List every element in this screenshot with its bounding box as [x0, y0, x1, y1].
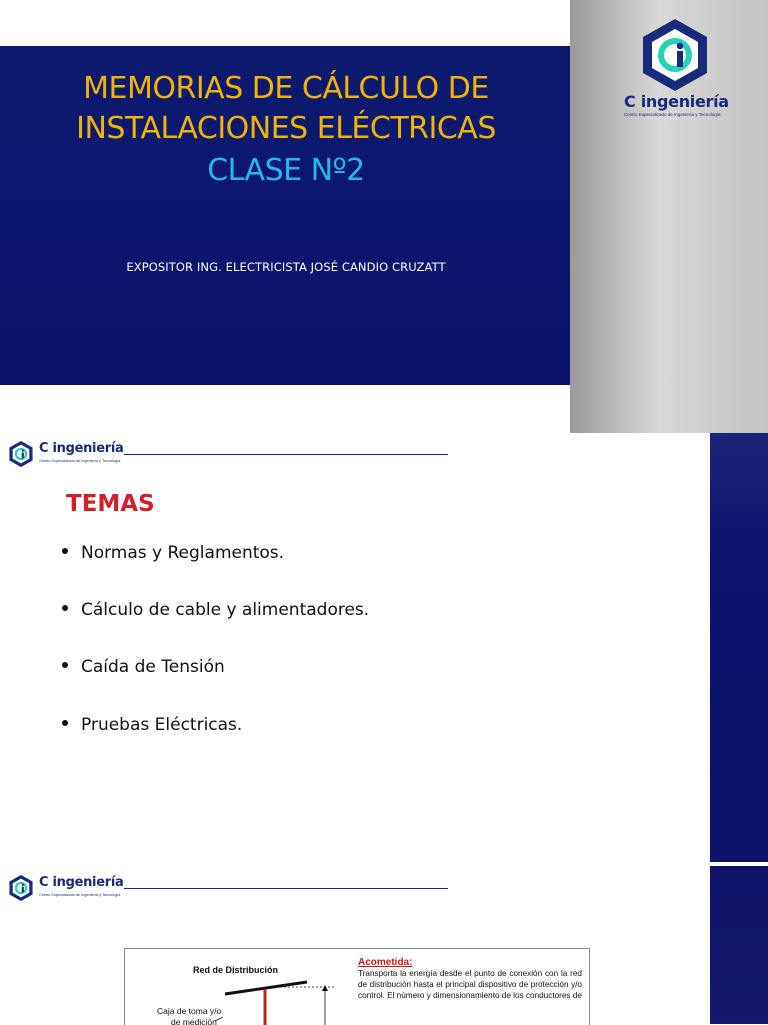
distribution-network-label: Red de Distribución: [193, 965, 279, 975]
brand-name: C ingeniería: [39, 875, 124, 890]
slide-title-line-1: MEMORIAS DE CÁLCULO DE: [83, 71, 489, 106]
brand-name: C ingeniería: [39, 441, 124, 456]
brand-name: C ingeniería: [624, 92, 729, 111]
bullet-icon: [62, 548, 68, 554]
c-ingenieria-logo-icon: [8, 440, 34, 468]
side-blue-strip: [710, 433, 768, 1024]
slide-class-number: CLASE Nº2: [207, 153, 365, 188]
brand-tagline: Centro Especializado de Ingeniería y Tecnología: [39, 459, 121, 463]
slide-header: [8, 874, 458, 908]
topic-label: Pruebas Eléctricas.: [81, 715, 243, 735]
topic-item: [62, 715, 242, 735]
topic-label: Normas y Reglamentos.: [81, 543, 285, 563]
topic-item: [62, 600, 369, 620]
topic-label: Cálculo de cable y alimentadores.: [81, 600, 370, 620]
meter-box-label-2: de medición: [171, 1017, 217, 1025]
slide-header: [8, 440, 458, 474]
slide-separator: [710, 862, 768, 866]
c-ingenieria-logo-icon: [639, 17, 711, 93]
figure-description-body: Transporta la energía desde el punto de conexión con la red de distribución hasta el principal dispositivo de protección y/o control. El número y dimensionamiento de los conductores de: [358, 969, 582, 1000]
figure-description-heading: Acometida:: [358, 957, 413, 968]
c-ingenieria-logo-icon: [8, 874, 34, 902]
topic-item: [62, 543, 284, 563]
service-entrance-figure: [124, 948, 590, 1025]
brand-tagline: Centro Especializado de Ingeniería y Tecnología: [624, 112, 721, 117]
meter-box-label: Caja de toma y/o: [157, 1006, 222, 1016]
topic-label: Caída de Tensión: [81, 657, 225, 677]
header-rule: [124, 888, 448, 889]
slide-title-line-2: INSTALACIONES ELÉCTRICAS: [76, 111, 496, 146]
bullet-icon: [62, 720, 68, 726]
header-rule: [124, 454, 448, 455]
title-slide: [0, 46, 572, 385]
figure-description: [358, 957, 582, 1001]
brand-tagline: Centro Especializado de Ingeniería y Tecnología: [39, 893, 121, 897]
bullet-icon: [62, 605, 68, 611]
bullet-icon: [62, 662, 68, 668]
topic-item: [62, 657, 225, 677]
topics-heading: TEMAS: [66, 491, 155, 517]
slide-presenter: EXPOSITOR ING. ELECTRICISTA JOSÉ CANDIO CRUZATT: [126, 260, 446, 274]
